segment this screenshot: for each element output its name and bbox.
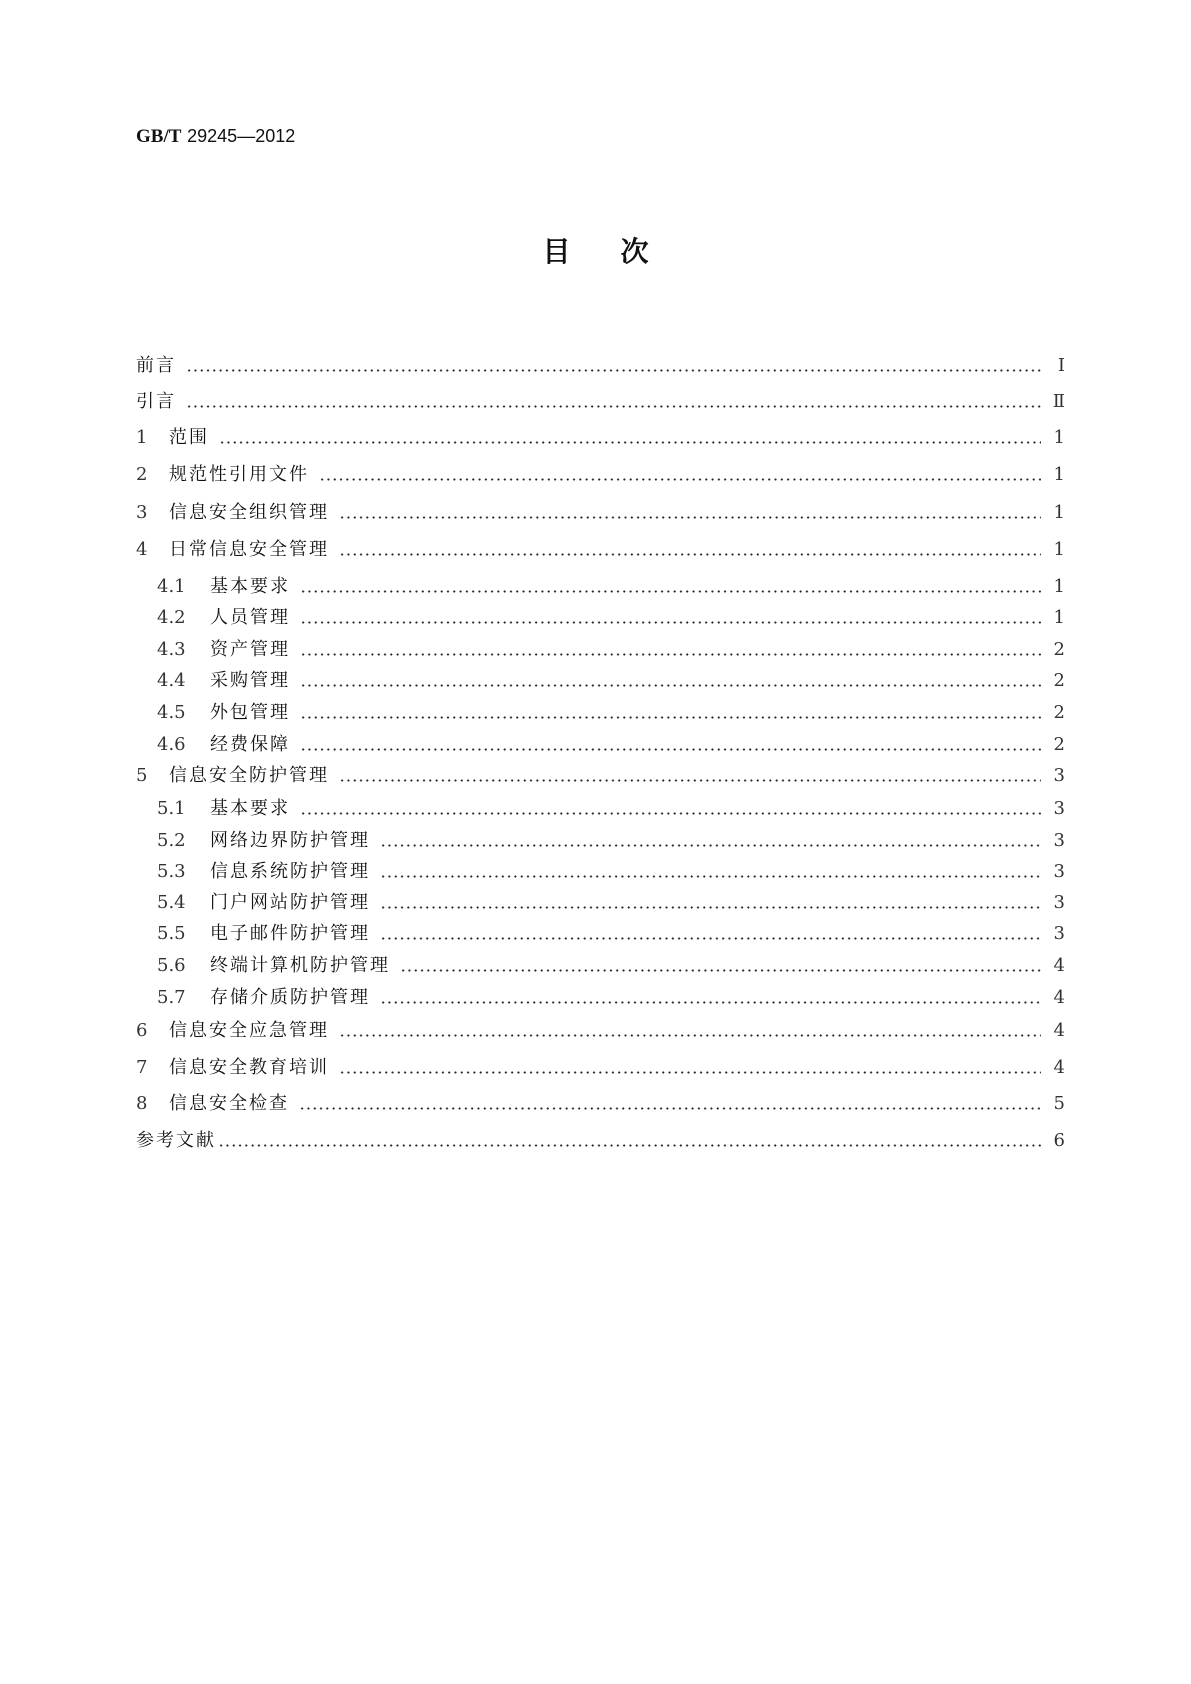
- toc-entry-label: 前言: [136, 355, 176, 376]
- toc-entry[interactable]: [136, 538, 1065, 562]
- toc-entry-label: 基本要求: [210, 798, 290, 819]
- toc-entry-label: 基本要求: [210, 576, 290, 597]
- dot-leader: [339, 1034, 1041, 1037]
- toc-entry-number: 5.7: [157, 987, 186, 1008]
- toc-entry-page: 3: [1053, 892, 1065, 913]
- dot-leader: [186, 369, 1041, 372]
- dot-leader: [300, 684, 1041, 687]
- dot-leader: [300, 590, 1041, 593]
- toc-entry-page: 3: [1053, 861, 1065, 882]
- toc-entry-label: 采购管理: [210, 670, 290, 691]
- toc-entry-label: 规范性引用文件: [169, 464, 309, 485]
- toc-entry-label: 范围: [169, 427, 209, 448]
- toc-entry[interactable]: [157, 891, 1065, 915]
- toc-entry-page: 2: [1053, 670, 1065, 691]
- toc-entry[interactable]: [157, 606, 1065, 630]
- toc-entry[interactable]: [136, 1019, 1065, 1043]
- toc-entry-label: 信息安全教育培训: [169, 1057, 329, 1078]
- dot-leader: [218, 1144, 1041, 1147]
- toc-entry-label: 终端计算机防护管理: [210, 955, 390, 976]
- dot-leader: [400, 969, 1041, 972]
- toc-entry-page: 1: [1053, 607, 1065, 628]
- toc-entry[interactable]: [157, 829, 1065, 853]
- toc-entry-page: 2: [1053, 702, 1065, 723]
- toc-entry-number: 5.5: [157, 923, 186, 944]
- dot-leader: [339, 1071, 1041, 1074]
- toc-entry-label: 参考文献: [136, 1130, 216, 1151]
- toc-entry-label: 网络边界防护管理: [210, 830, 370, 851]
- toc-entry[interactable]: [157, 860, 1065, 884]
- toc-entry-page: 2: [1053, 734, 1065, 755]
- toc-entry-page: Ⅰ: [1057, 355, 1065, 376]
- toc-entry-number: 8: [136, 1093, 148, 1114]
- toc-entry-number: 5.2: [157, 830, 186, 851]
- toc-entry-label: 存储介质防护管理: [210, 987, 370, 1008]
- toc-entry[interactable]: [136, 501, 1065, 525]
- dot-leader: [380, 937, 1041, 940]
- toc-entry-number: 4.3: [157, 639, 186, 660]
- toc-entry-number: 4.4: [157, 670, 186, 691]
- toc-entry[interactable]: [157, 701, 1065, 725]
- toc-entry[interactable]: [136, 426, 1065, 450]
- dot-leader: [299, 1107, 1041, 1110]
- toc-entry-number: 4: [136, 539, 148, 560]
- dot-leader: [339, 553, 1041, 556]
- toc-entry-number: 1: [136, 427, 148, 448]
- dot-leader: [339, 516, 1041, 519]
- standard-prefix: GB/T: [136, 126, 182, 147]
- toc-entry-number: 5.6: [157, 955, 186, 976]
- toc-entry[interactable]: [157, 733, 1065, 757]
- toc-entry-number: 4.5: [157, 702, 186, 723]
- toc-entry-page: 3: [1053, 923, 1065, 944]
- toc-entry-page: 2: [1053, 639, 1065, 660]
- toc-entry-page: 4: [1053, 1020, 1065, 1041]
- toc-entry-page: 1: [1053, 464, 1065, 485]
- toc-entry-number: 7: [136, 1057, 148, 1078]
- page-title: 目次: [542, 235, 699, 268]
- toc-entry[interactable]: [136, 764, 1065, 788]
- toc-entry[interactable]: [157, 922, 1065, 946]
- toc-entry-page: 6: [1053, 1130, 1065, 1151]
- dot-leader: [319, 478, 1041, 481]
- dot-leader: [380, 906, 1041, 909]
- toc-entry-label: 信息安全应急管理: [169, 1020, 329, 1041]
- toc-entry-page: 4: [1053, 987, 1065, 1008]
- dot-leader: [300, 812, 1041, 815]
- toc-entry-page: 3: [1053, 765, 1065, 786]
- toc-entry[interactable]: [136, 463, 1065, 487]
- dot-leader: [300, 716, 1041, 719]
- toc-entry-page: 1: [1053, 539, 1065, 560]
- toc-entry-label: 资产管理: [210, 639, 290, 660]
- toc-entry-label: 引言: [136, 391, 176, 412]
- toc-entry-number: 5.3: [157, 861, 186, 882]
- toc-entry-number: 3: [136, 502, 148, 523]
- toc-entry[interactable]: [157, 797, 1065, 821]
- toc-entry-label: 日常信息安全管理: [169, 539, 329, 560]
- toc-entry-page: 4: [1053, 955, 1065, 976]
- toc-entry-number: 5: [136, 765, 148, 786]
- dot-leader: [339, 779, 1041, 782]
- toc-entry-label: 电子邮件防护管理: [210, 923, 370, 944]
- dot-leader: [219, 441, 1041, 444]
- toc-entry-label: 信息安全组织管理: [169, 502, 329, 523]
- toc-entry-label: 信息系统防护管理: [210, 861, 370, 882]
- dot-leader: [380, 844, 1041, 847]
- toc-entry-page: 1: [1053, 427, 1065, 448]
- toc-entry[interactable]: [157, 669, 1065, 693]
- toc-entry-label: 外包管理: [210, 702, 290, 723]
- toc-entry-page: Ⅱ: [1052, 391, 1065, 412]
- toc-entry-label: 门户网站防护管理: [210, 892, 370, 913]
- toc-entry-label: 人员管理: [210, 607, 290, 628]
- toc-entry[interactable]: [157, 954, 1065, 978]
- toc-entry-number: 5.4: [157, 892, 186, 913]
- dot-leader: [380, 875, 1041, 878]
- toc-entry-page: 5: [1053, 1093, 1065, 1114]
- dot-leader: [300, 621, 1041, 624]
- toc-entry-number: 4.1: [157, 576, 186, 597]
- toc-entry[interactable]: [136, 1056, 1065, 1080]
- toc-entry[interactable]: [136, 390, 1065, 414]
- toc-entry-number: 2: [136, 464, 148, 485]
- standard-number: 29245—2012: [187, 126, 296, 146]
- dot-leader: [380, 1001, 1041, 1004]
- toc-entry-page: 3: [1053, 830, 1065, 851]
- toc-entry[interactable]: [136, 1129, 1065, 1153]
- toc-entry-number: 5.1: [157, 798, 186, 819]
- toc-entry-number: 4.2: [157, 607, 186, 628]
- toc-entry-number: 6: [136, 1020, 148, 1041]
- toc-entry[interactable]: [136, 354, 1065, 378]
- toc-entry-page: 1: [1053, 502, 1065, 523]
- toc-entry-label: 经费保障: [210, 734, 290, 755]
- document-header: [136, 126, 295, 148]
- toc-entry[interactable]: [157, 575, 1065, 599]
- toc-entry-page: 1: [1053, 576, 1065, 597]
- toc-entry[interactable]: [136, 1092, 1065, 1116]
- dot-leader: [300, 748, 1041, 751]
- toc-entry[interactable]: [157, 986, 1065, 1010]
- toc-entry[interactable]: [157, 638, 1065, 662]
- toc-entry-label: 信息安全防护管理: [169, 765, 329, 786]
- toc-entry-number: 4.6: [157, 734, 186, 755]
- toc-entry-page: 4: [1053, 1057, 1065, 1078]
- toc-entry-label: 信息安全检查: [169, 1093, 289, 1114]
- dot-leader: [186, 405, 1041, 408]
- dot-leader: [300, 653, 1041, 656]
- toc-entry-page: 3: [1053, 798, 1065, 819]
